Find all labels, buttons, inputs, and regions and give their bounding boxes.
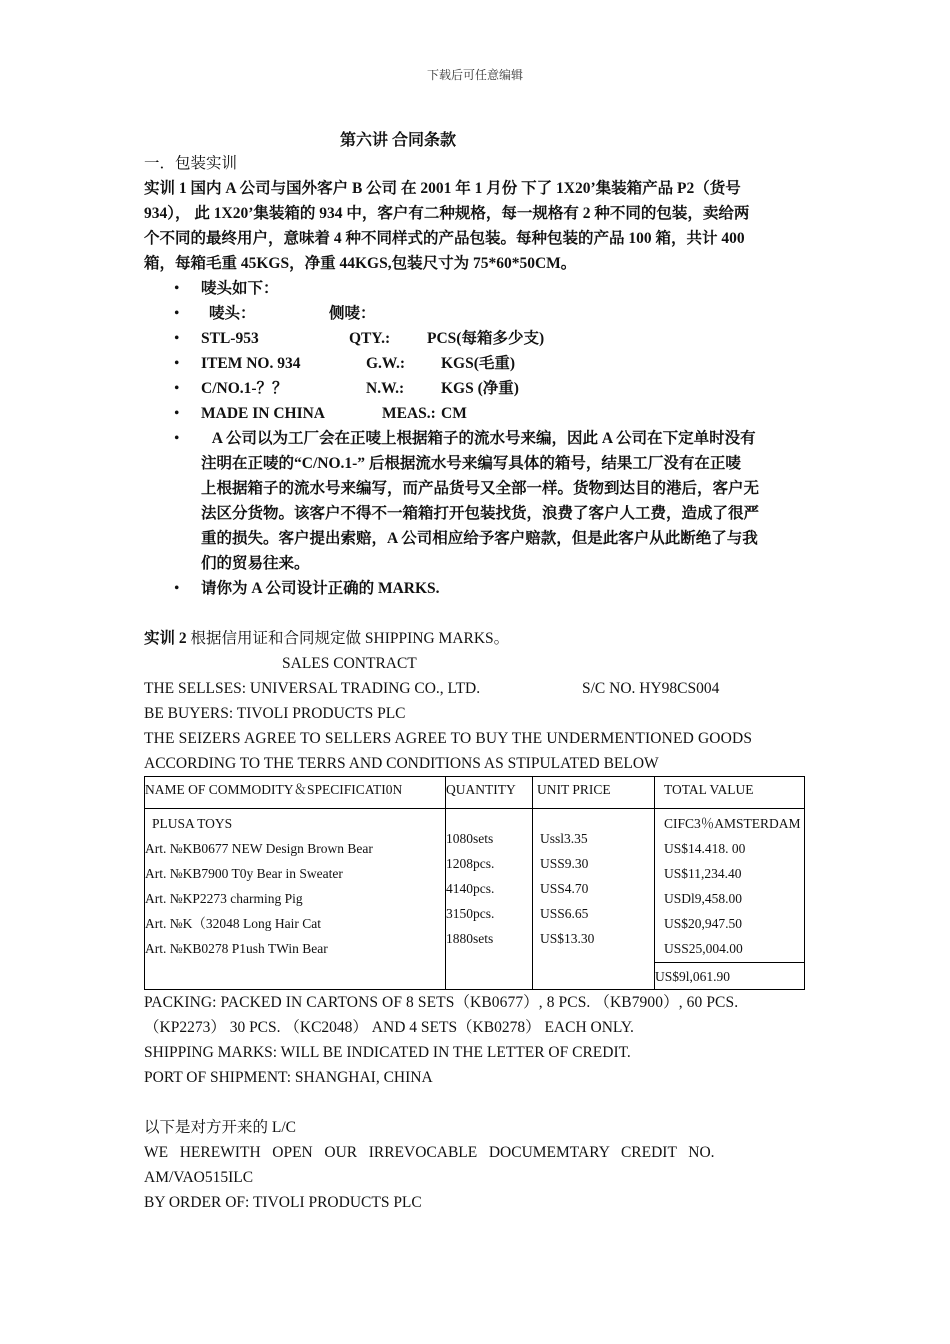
contract-title: SALES CONTRACT bbox=[282, 655, 417, 672]
page-header-note: 下载后可任意编辑 bbox=[426, 68, 523, 82]
lc-credit-number: AM/VAO515ILC bbox=[144, 1169, 254, 1186]
shipping-marks-line: SHIPPING MARKS: WILL BE INDICATED IN THE LETTER OF CREDIT. bbox=[144, 1044, 631, 1061]
lc-intro: 以下是对方开来的 L/C bbox=[144, 1119, 296, 1136]
training1-line: 实训 1 国内 A 公司与国外客户 B 公司 在 2001 年 1 月份 下了 1X20’集装箱产品 P2（货号 bbox=[144, 180, 741, 197]
table-header-cell: NAME OF COMMODITY＆SPECIFICATI0N bbox=[145, 777, 446, 809]
lc-by-order: BY ORDER OF: TIVOLI PRODUCTS PLC bbox=[144, 1194, 422, 1211]
training1-line: 个不同的最终用户，意味着 4 种不同样式的产品包装。每种包装的产品 100 箱，共计 400 bbox=[144, 230, 745, 247]
seller-line: THE SELLSES: UNIVERSAL TRADING CO., LTD. S/C NO. HY98CS004 bbox=[144, 680, 720, 697]
grand-total-cell: US$9l,061.90 bbox=[655, 963, 805, 990]
table-row bbox=[145, 809, 805, 963]
table-header-cell: QUANTITY bbox=[446, 777, 533, 809]
marks-bullet-list bbox=[144, 276, 806, 601]
unit-price-cell: Ussl3.35 USS9.30 USS4.70 USS6.65 US$13.30 bbox=[533, 809, 655, 990]
packing-line: （KP2273） 30 PCS. （KC2048） AND 4 SETS（KB0278） EACH ONLY. bbox=[144, 1019, 634, 1036]
bullet-item: • ITEM NO. 934 G.W.: KGS(毛重) bbox=[144, 351, 806, 376]
buyer-line: BE BUYERS: TIVOLI PRODUCTS PLC bbox=[144, 705, 406, 722]
total-value-cell: CIFC3％AMSTERDAM US$14.418. 00 US$11,234.40 USDl9,458.00 US$20,947.50 USS25,004.00 bbox=[655, 809, 805, 963]
bullet-item: • 唛头： 侧唛： bbox=[144, 301, 806, 326]
bullet-item: • 唛头如下： bbox=[144, 276, 806, 301]
packing-line: PACKING: PACKED IN CARTONS OF 8 SETS（KB0677）, 8 PCS. （KB7900）, 60 PCS. bbox=[144, 994, 739, 1011]
lc-open-line: WE HEREWITH OPEN OUR IRREVOCABLE DOCUMEMTARY CREDIT NO. bbox=[144, 1144, 715, 1161]
training1-line: 934）， 此 1X20’集装箱的 934 中，客户有二种规格，每一规格有 2 种不同的包装，卖给两 bbox=[144, 205, 750, 222]
bullet-item: • C/NO.1-？？ N.W.: KGS (净重) bbox=[144, 376, 806, 401]
bullet-item: • 请你为 A 公司设计正确的 MARKS. bbox=[144, 576, 806, 601]
commodity-cell: PLUSA TOYS Art. №KB0677 NEW Design Brown Bear Art. №KB7900 T0y Bear in Sweater Art. №KP2273 charming Pig Art. №K（32048 Long Hair Cat Art. №KB0278 P1ush TWin Bear bbox=[145, 809, 446, 990]
document-body bbox=[144, 151, 806, 1215]
goods-table bbox=[144, 776, 805, 990]
quantity-cell: 1080sets 1208pcs. 4140pcs. 3150pcs. 1880sets bbox=[446, 809, 533, 990]
agreement-line: ACCORDING TO THE TERRS AND CONDITIONS AS STIPULATED BELOW bbox=[144, 755, 659, 772]
table-header-cell: UNIT PRICE bbox=[533, 777, 655, 809]
training1-paragraph bbox=[144, 176, 806, 276]
table-header-row bbox=[145, 777, 805, 809]
section-heading: 一．包装实训 bbox=[144, 155, 238, 172]
training1-line: 箱，每箱毛重 45KGS，净重 44KGS,包装尺寸为 75*60*50CM。 bbox=[144, 255, 577, 272]
bullet-item: • A 公司以为工厂会在正唛上根据箱子的流水号来编，因此 A 公司在下定单时没有 注明在正唛的“C/NO.1-” 后根据流水号来编写具体的箱号，结果工厂没有在正唛 上根据箱子的流水号来编写，而产品货号又全部一样。货物到达目的港后，客户无 法区分货物。该客户不得不一箱箱打开包装找货，浪费了客户人工费，造成了很严 重的损失。客户提出索赔，A 公司相应给予客户赔款，但是此客户从此断绝了与我 们的贸易往来。 bbox=[144, 426, 806, 576]
bullet-item: • MADE IN CHINA MEAS.: CM bbox=[144, 401, 806, 426]
training2-heading: 实训 2 根据信用证和合同规定做 SHIPPING MARKS。 bbox=[144, 630, 510, 647]
bullet-item: • STL-953 QTY.: PCS(每箱多少支) bbox=[144, 326, 806, 351]
table-header-cell: TOTAL VALUE bbox=[655, 777, 805, 809]
port-line: PORT OF SHIPMENT: SHANGHAI, CHINA bbox=[144, 1069, 433, 1086]
agreement-line: THE SEIZERS AGREE TO SELLERS AGREE TO BUY THE UNDERMENTIONED GOODS bbox=[144, 730, 753, 747]
page-title: 第六讲 合同条款 bbox=[340, 132, 457, 149]
